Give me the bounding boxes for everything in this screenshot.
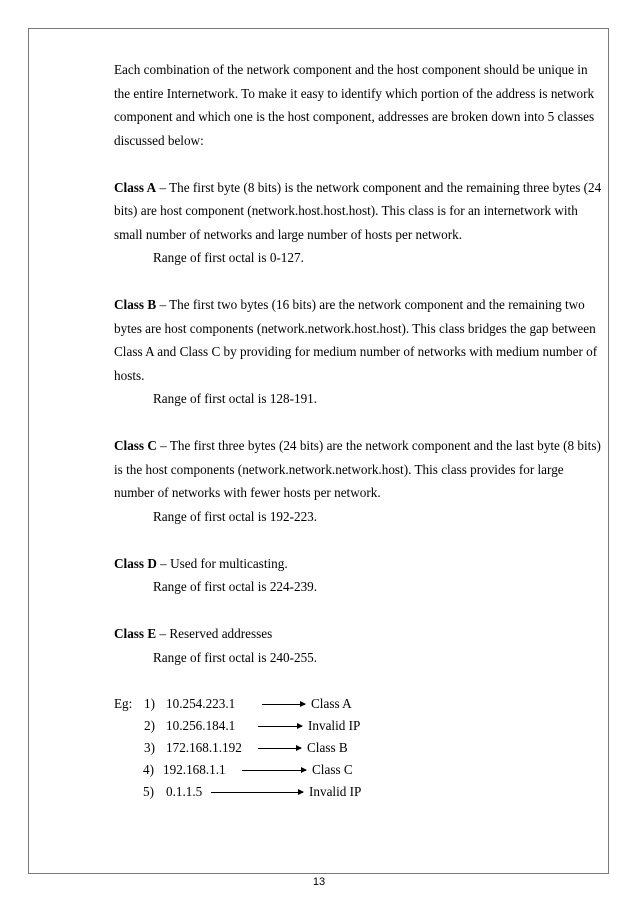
- class-d-section: [114, 552, 604, 599]
- class-d-description: [114, 552, 604, 576]
- document-body: [114, 58, 604, 813]
- class-d-label: Class D: [114, 555, 157, 571]
- example-result: Invalid IP: [308, 717, 361, 733]
- right-arrow-icon: [242, 770, 306, 771]
- right-arrow-icon: [262, 704, 305, 705]
- example-address: 10.254.223.1: [166, 695, 236, 711]
- example-number: 4): [143, 761, 154, 777]
- class-a-section: [114, 176, 604, 270]
- class-c-section: [114, 434, 604, 528]
- example-address: 172.168.1.192: [166, 739, 242, 755]
- example-address: 0.1.1.5: [166, 783, 203, 799]
- class-c-range: Range of first octal is 192-223.: [153, 508, 318, 524]
- right-arrow-icon: [258, 726, 302, 727]
- example-number: 3): [144, 739, 155, 755]
- class-b-section: [114, 293, 604, 411]
- class-b-text: – The first two bytes (16 bits) are the network component and the remaining two bytes are host components (network.network.host.host). This class bridges the gap between Class A and Class C by providing for medium number of networks with medium number of hosts.: [114, 297, 598, 383]
- examples-prefix: Eg:: [114, 695, 133, 711]
- class-e-description: [114, 622, 604, 646]
- page-number: 13: [312, 876, 326, 888]
- class-b-description: [114, 293, 604, 387]
- class-b-label: Class B: [114, 297, 157, 312]
- example-result: Class B: [307, 739, 348, 755]
- class-a-range: Range of first octal is 0-127.: [153, 250, 304, 265]
- class-d-range: Range of first octal is 224-239.: [153, 579, 318, 594]
- class-a-label: Class A: [114, 179, 157, 195]
- class-c-description: [114, 434, 604, 505]
- right-arrow-icon: [258, 748, 301, 749]
- class-b-range: Range of first octal is 128-191.: [153, 391, 318, 406]
- example-result: Class C: [312, 761, 353, 777]
- example-number: 1): [144, 695, 155, 711]
- class-d-text: – Used for multicasting.: [156, 555, 288, 571]
- example-result: Class A: [311, 695, 352, 711]
- examples-list: [114, 693, 604, 813]
- example-number: 2): [144, 717, 155, 733]
- right-arrow-icon: [211, 792, 303, 793]
- class-e-range: Range of first octal is 240-255.: [153, 649, 318, 665]
- class-a-text: – The first byte (8 bits) is the network component and the remaining three bytes (24 bits) are host component (network.host.host.host). This class is for an internetwork with small number of networks and large number of hosts per network.: [114, 179, 602, 242]
- class-c-label: Class C: [114, 438, 157, 453]
- example-number: 5): [143, 783, 154, 799]
- example-result: Invalid IP: [309, 783, 362, 799]
- class-e-label: Class E: [114, 626, 157, 641]
- class-e-text: – Reserved addresses: [156, 626, 273, 641]
- class-e-section: [114, 622, 604, 669]
- class-c-text: – The first three bytes (24 bits) are the network component and the last byte (8 bits) is the host components (network.network.network.host). This class provides for large number of networks with fewer hosts per network.: [114, 438, 601, 500]
- example-address: 192.168.1.1: [163, 761, 226, 777]
- example-address: 10.256.184.1: [166, 717, 236, 733]
- intro-paragraph: Each combination of the network component and the host component should be unique in the entire Internetwork. To make it easy to identify which portion of the address is network component and which one is the host component, addresses are broken down into 5 classes discussed below:: [114, 62, 595, 148]
- class-a-description: [114, 176, 604, 247]
